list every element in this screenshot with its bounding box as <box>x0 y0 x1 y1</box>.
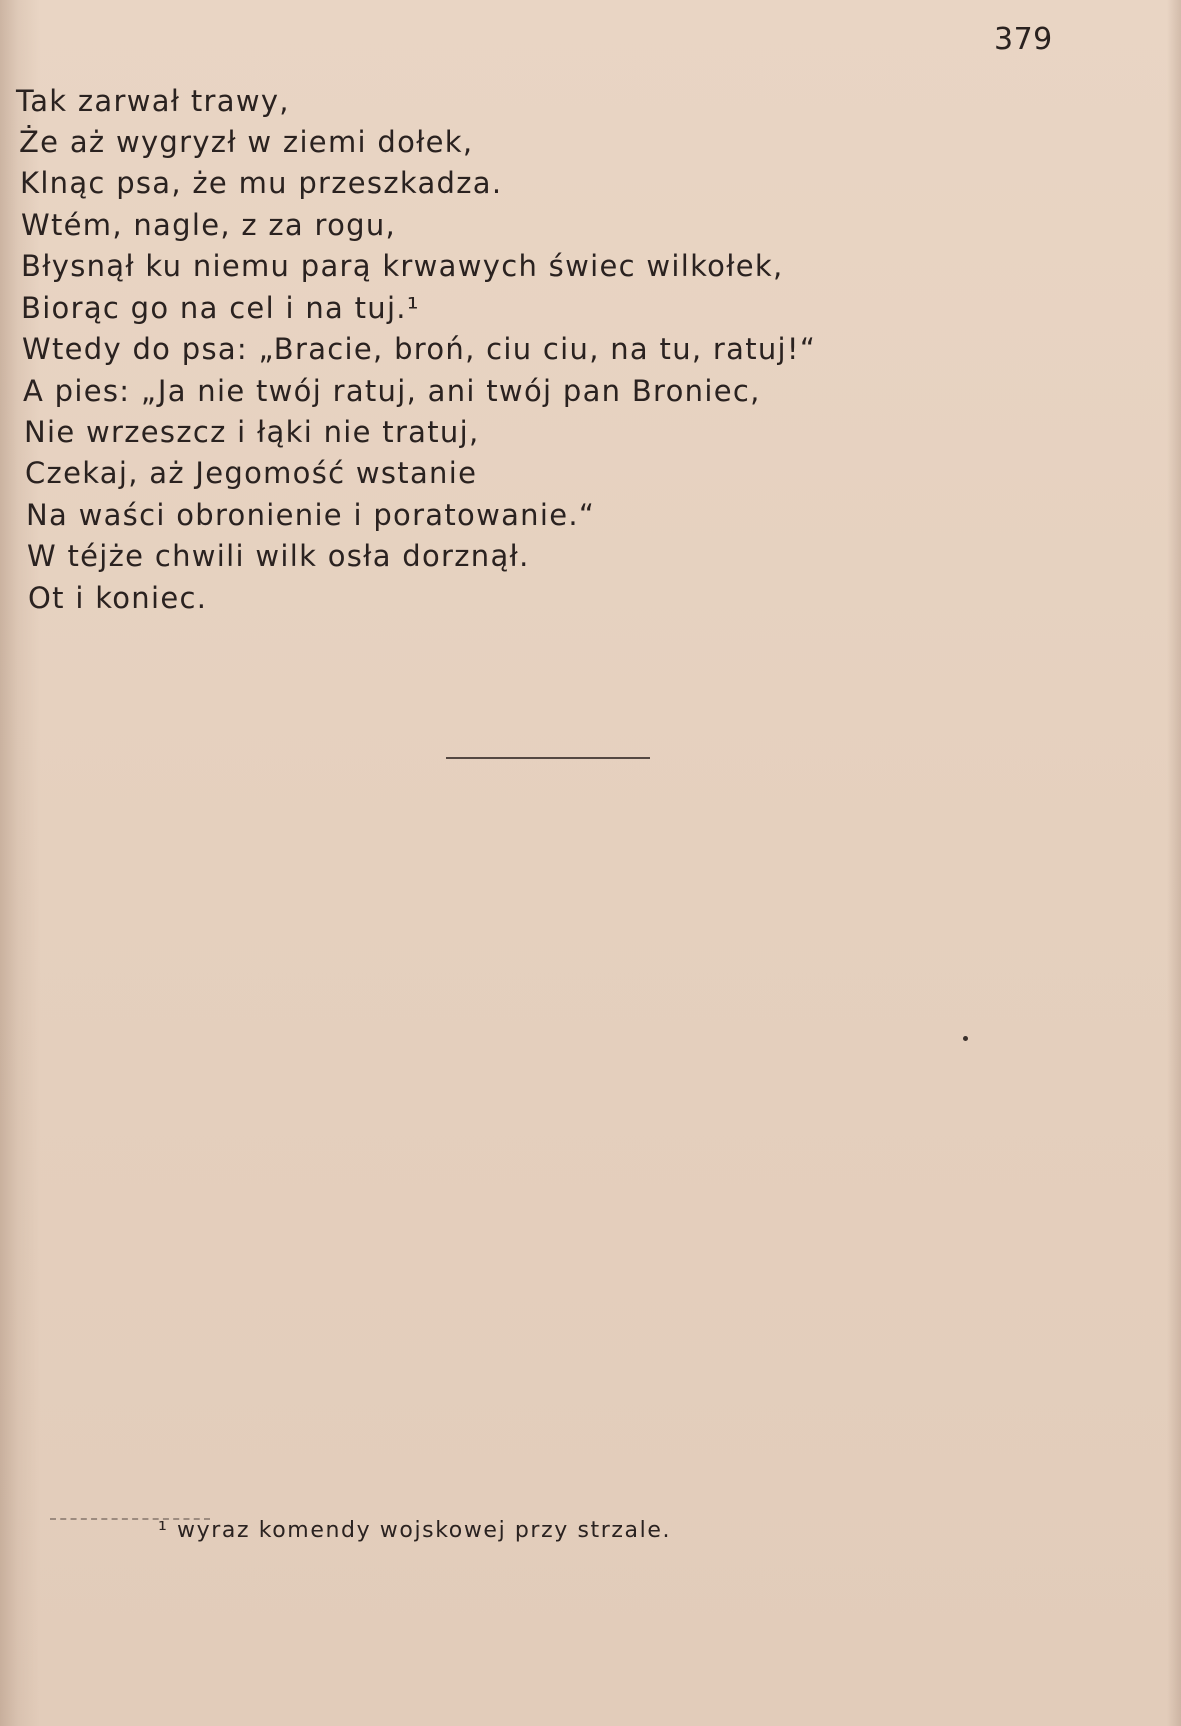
poem-line: A pies: „Ja nie twój ratuj, ani twój pan Broniec, <box>23 374 761 408</box>
poem-line: Wtedy do psa: „Bracie, broń, ciu ciu, na tu, ratuj!“ <box>22 332 817 366</box>
poem-line: Klnąc psa, że mu przeszkadza. <box>20 166 503 200</box>
poem-line: W téjże chwili wilk osła dorznął. <box>27 539 530 573</box>
poem-line: Wtém, nagle, z za rogu, <box>21 208 397 242</box>
poem-line: Biorąc go na cel i na tuj.¹ <box>21 291 420 325</box>
poem-line: Tak zarwał trawy, <box>16 84 290 118</box>
section-divider <box>446 757 650 759</box>
ink-speck <box>963 1036 968 1041</box>
page-number: 379 <box>994 22 1053 57</box>
footnote: ¹ wyraz komendy wojskowej przy strzale. <box>158 1518 672 1543</box>
poem-line: Ot i koniec. <box>28 581 208 615</box>
poem-line: Że aż wygryzł w ziemi dołek, <box>19 125 474 159</box>
poem-line: Nie wrzeszcz i łąki nie tratuj, <box>24 415 480 449</box>
poem-line: Błysnął ku niemu parą krwawych świec wilkołek, <box>21 249 784 283</box>
poem-line: Na waści obronienie i poratowanie.“ <box>26 498 596 532</box>
poem-line: Czekaj, aż Jegomość wstanie <box>25 456 478 490</box>
